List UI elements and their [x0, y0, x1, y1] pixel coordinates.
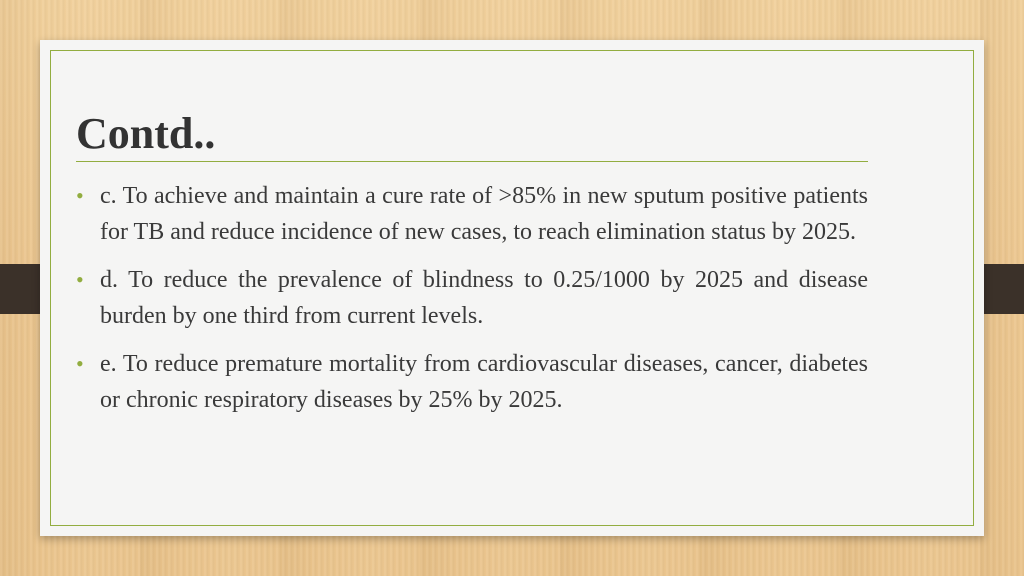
list-item	[76, 346, 868, 418]
list-item	[76, 262, 868, 334]
bullet-text: e. To reduce premature mortality from cardiovascular diseases, cancer, diabetes or chronic respiratory diseases by 25% by 2025.	[100, 351, 868, 413]
list-item	[76, 178, 868, 250]
bullet-text: c. To achieve and maintain a cure rate of >85% in new sputum positive patients for TB and reduce incidence of new cases, to reach elimination status by 2025.	[100, 183, 868, 245]
title-divider	[76, 161, 868, 162]
bullet-icon: •	[76, 267, 84, 292]
bullet-text: d. To reduce the prevalence of blindness to 0.25/1000 by 2025 and disease burden by one third from current levels.	[100, 267, 868, 329]
bullet-icon: •	[76, 351, 84, 376]
slide-title: Contd..	[76, 109, 216, 158]
bullet-icon: •	[76, 183, 84, 208]
bullet-list	[76, 178, 868, 430]
